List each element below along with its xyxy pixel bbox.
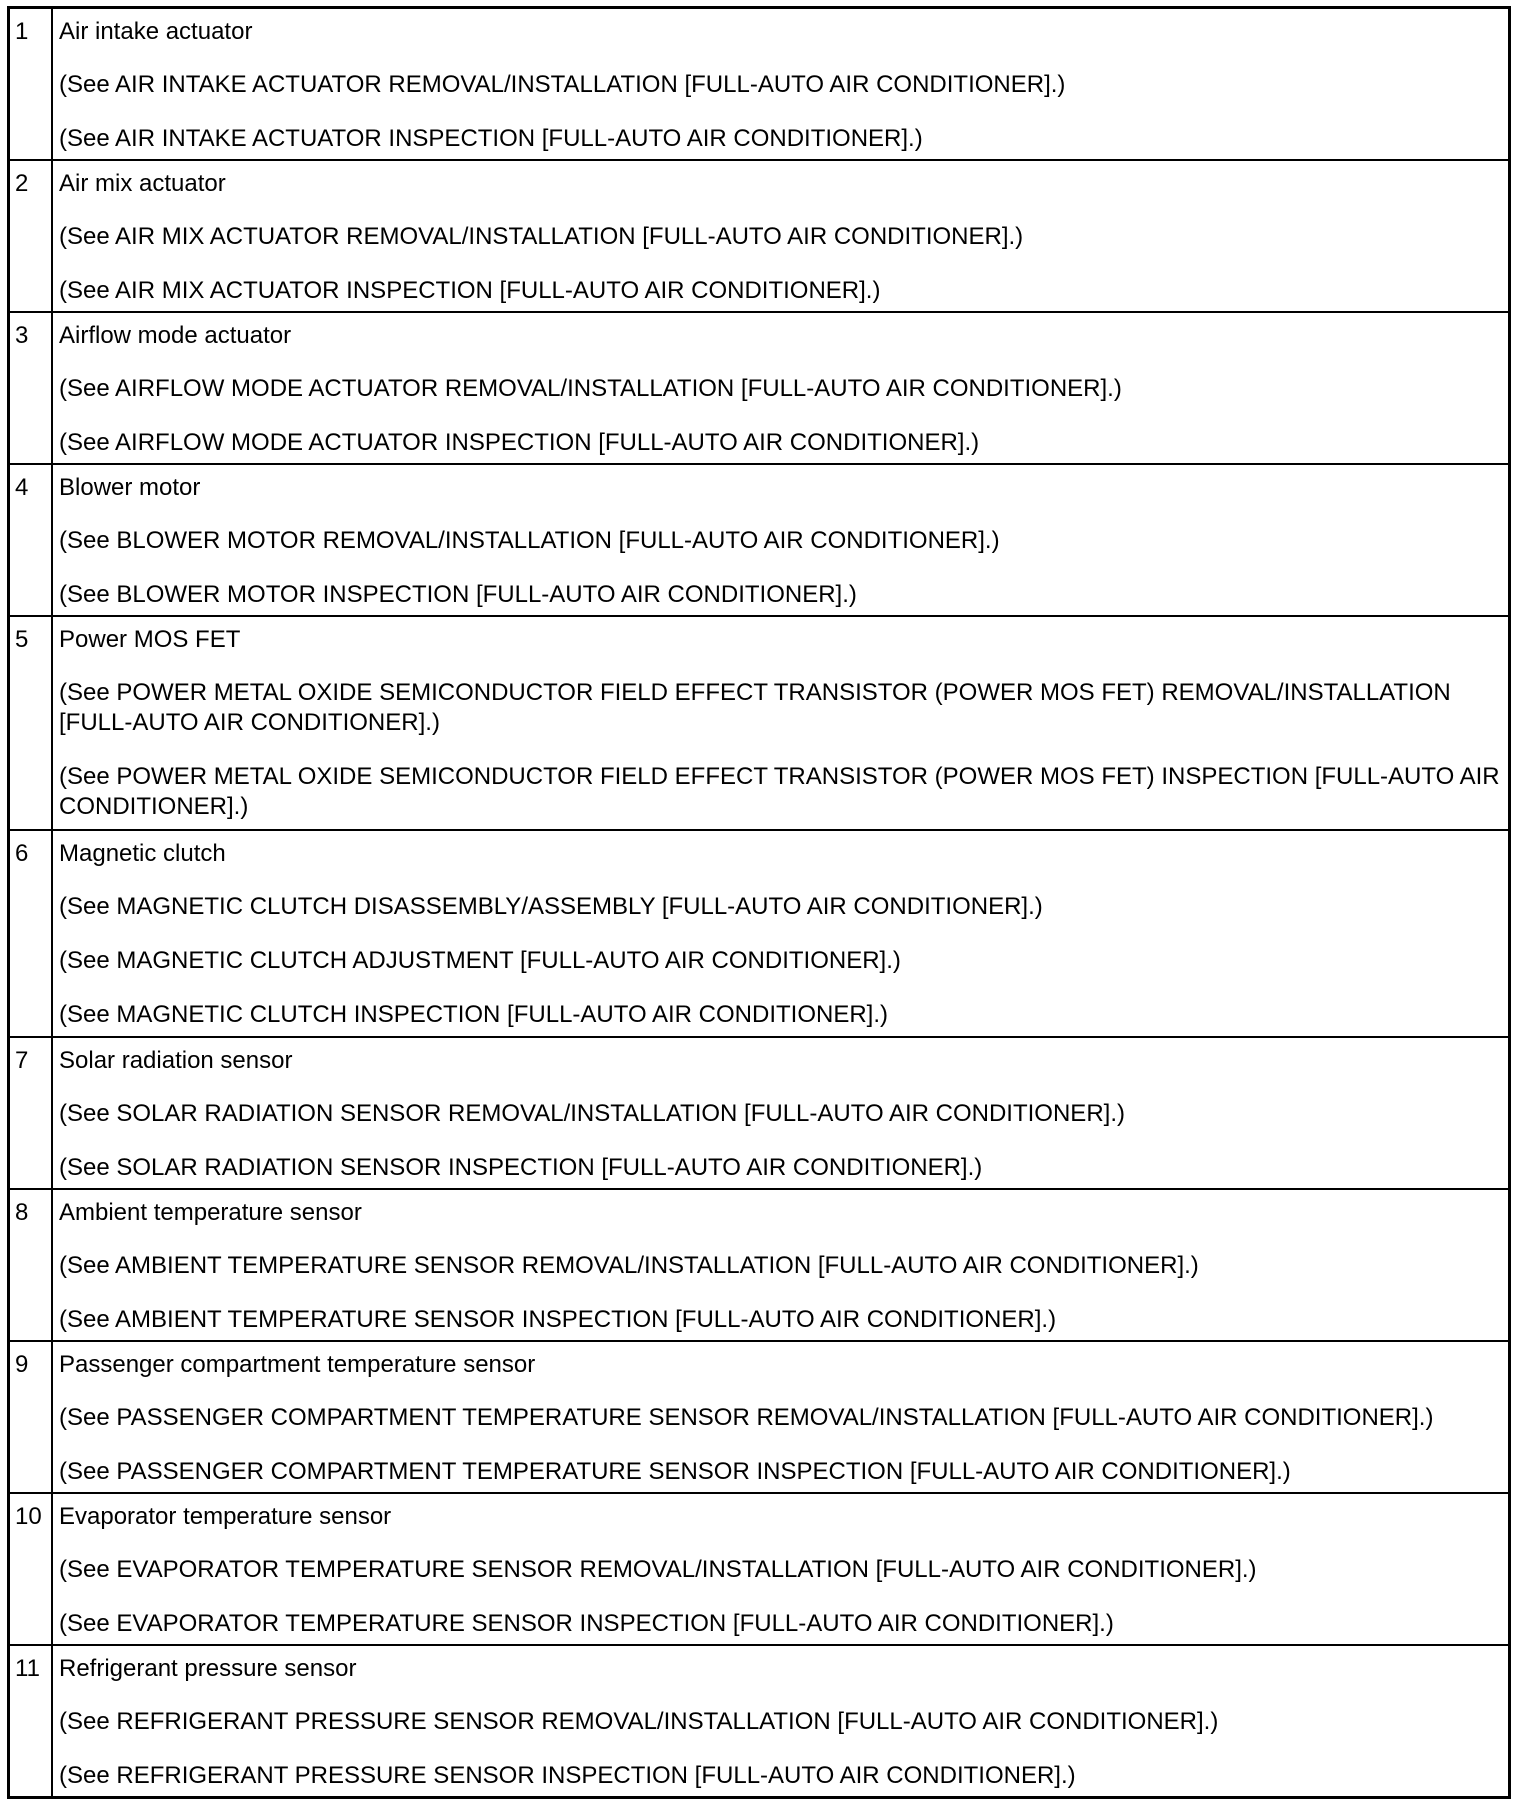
item-title: Power MOS FET: [59, 625, 241, 653]
table-row: [9, 464, 1510, 616]
table-row: [9, 1341, 1510, 1493]
item-content: [52, 1493, 1510, 1645]
reference-link[interactable]: (See PASSENGER COMPARTMENT TEMPERATURE SENSOR INSPECTION [FULL-AUTO AIR CONDITIONER].): [59, 1458, 1291, 1486]
item-content: [52, 160, 1510, 312]
item-title: Ambient temperature sensor: [59, 1199, 362, 1227]
item-title: Refrigerant pressure sensor: [59, 1655, 357, 1683]
item-content: [52, 8, 1510, 160]
component-reference-table: [7, 6, 1511, 1799]
reference-link[interactable]: (See BLOWER MOTOR REMOVAL/INSTALLATION [FULL-AUTO AIR CONDITIONER].): [59, 526, 1000, 554]
item-title: Passenger compartment temperature sensor: [59, 1351, 536, 1379]
reference-link[interactable]: (See MAGNETIC CLUTCH DISASSEMBLY/ASSEMBLY [FULL-AUTO AIR CONDITIONER].): [59, 892, 1043, 920]
item-title: Evaporator temperature sensor: [59, 1503, 392, 1531]
item-content: [52, 1341, 1510, 1493]
reference-link[interactable]: (See AMBIENT TEMPERATURE SENSOR INSPECTION [FULL-AUTO AIR CONDITIONER].): [59, 1306, 1057, 1334]
reference-link[interactable]: (See POWER METAL OXIDE SEMICONDUCTOR FIELD EFFECT TRANSISTOR (POWER MOS FET) INSPECTION [FULL-AUTO AIR CONDITIONER].): [59, 762, 1500, 820]
table-row: [9, 1189, 1510, 1341]
table-row: [9, 8, 1510, 160]
table-row: [9, 160, 1510, 312]
table-row: [9, 312, 1510, 464]
item-content: [52, 616, 1510, 830]
reference-link[interactable]: (See REFRIGERANT PRESSURE SENSOR REMOVAL/INSTALLATION [FULL-AUTO AIR CONDITIONER].): [59, 1708, 1219, 1736]
item-number: 7: [9, 1037, 53, 1189]
reference-link[interactable]: (See EVAPORATOR TEMPERATURE SENSOR REMOVAL/INSTALLATION [FULL-AUTO AIR CONDITIONER].): [59, 1556, 1257, 1584]
item-number: 2: [9, 160, 53, 312]
item-number: 4: [9, 464, 53, 616]
table-row: [9, 1037, 1510, 1189]
reference-link[interactable]: (See POWER METAL OXIDE SEMICONDUCTOR FIELD EFFECT TRANSISTOR (POWER MOS FET) REMOVAL/INSTALLATION [FULL-AUTO AIR CONDITIONER].): [59, 678, 1451, 736]
table-row: [9, 1493, 1510, 1645]
item-title: Solar radiation sensor: [59, 1047, 293, 1075]
reference-link[interactable]: (See AIR MIX ACTUATOR REMOVAL/INSTALLATION [FULL-AUTO AIR CONDITIONER].): [59, 222, 1024, 250]
reference-link[interactable]: (See SOLAR RADIATION SENSOR REMOVAL/INSTALLATION [FULL-AUTO AIR CONDITIONER].): [59, 1100, 1125, 1128]
reference-link[interactable]: (See SOLAR RADIATION SENSOR INSPECTION [FULL-AUTO AIR CONDITIONER].): [59, 1154, 983, 1182]
item-content: [52, 312, 1510, 464]
reference-link[interactable]: (See REFRIGERANT PRESSURE SENSOR INSPECTION [FULL-AUTO AIR CONDITIONER].): [59, 1762, 1076, 1790]
reference-link[interactable]: (See AIR MIX ACTUATOR INSPECTION [FULL-AUTO AIR CONDITIONER].): [59, 276, 881, 304]
reference-link[interactable]: (See AIRFLOW MODE ACTUATOR INSPECTION [FULL-AUTO AIR CONDITIONER].): [59, 428, 980, 456]
item-content: [52, 1645, 1510, 1797]
reference-link[interactable]: (See BLOWER MOTOR INSPECTION [FULL-AUTO AIR CONDITIONER].): [59, 580, 857, 608]
reference-link[interactable]: (See AIR INTAKE ACTUATOR INSPECTION [FULL-AUTO AIR CONDITIONER].): [59, 125, 923, 152]
item-number: 11: [9, 1645, 53, 1797]
reference-link[interactable]: (See PASSENGER COMPARTMENT TEMPERATURE SENSOR REMOVAL/INSTALLATION [FULL-AUTO AIR CONDITIONER].): [59, 1404, 1434, 1432]
item-content: [52, 1189, 1510, 1341]
item-number: 10: [9, 1493, 53, 1645]
item-title: Magnetic clutch: [59, 839, 226, 867]
reference-link[interactable]: (See EVAPORATOR TEMPERATURE SENSOR INSPECTION [FULL-AUTO AIR CONDITIONER].): [59, 1610, 1114, 1638]
reference-link[interactable]: (See MAGNETIC CLUTCH INSPECTION [FULL-AUTO AIR CONDITIONER].): [59, 1000, 888, 1028]
item-number: 3: [9, 312, 53, 464]
table-row: [9, 830, 1510, 1038]
item-title: Air intake actuator: [59, 18, 253, 45]
item-number: 8: [9, 1189, 53, 1341]
item-title: Blower motor: [59, 473, 201, 501]
item-content: [52, 830, 1510, 1038]
table-row: [9, 1645, 1510, 1797]
table-row: [9, 616, 1510, 830]
reference-link[interactable]: (See AIR INTAKE ACTUATOR REMOVAL/INSTALLATION [FULL-AUTO AIR CONDITIONER].): [59, 71, 1066, 98]
item-content: [52, 1037, 1510, 1189]
item-number: 1: [9, 8, 53, 160]
reference-link[interactable]: (See AMBIENT TEMPERATURE SENSOR REMOVAL/INSTALLATION [FULL-AUTO AIR CONDITIONER].): [59, 1252, 1199, 1280]
reference-link[interactable]: (See MAGNETIC CLUTCH ADJUSTMENT [FULL-AUTO AIR CONDITIONER].): [59, 946, 901, 974]
item-number: 9: [9, 1341, 53, 1493]
item-title: Air mix actuator: [59, 169, 226, 197]
item-content: [52, 464, 1510, 616]
reference-link[interactable]: (See AIRFLOW MODE ACTUATOR REMOVAL/INSTALLATION [FULL-AUTO AIR CONDITIONER].): [59, 374, 1122, 402]
item-number: 6: [9, 830, 53, 1038]
item-title: Airflow mode actuator: [59, 321, 292, 349]
item-number: 5: [9, 616, 53, 830]
